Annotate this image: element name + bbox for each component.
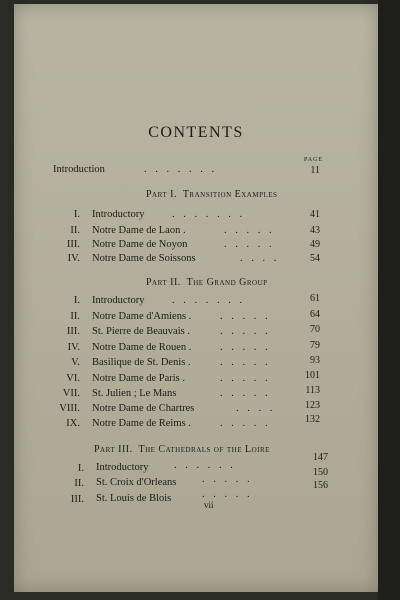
page-number: 101	[305, 370, 320, 381]
leader-dots: . . . . .	[224, 239, 275, 250]
page-number: 41	[310, 209, 320, 220]
chapter-title: Notre Dame de Reims .	[92, 418, 191, 429]
chapter-title: Notre Dame d'Amiens .	[92, 311, 192, 322]
chapter-number: I.	[73, 209, 80, 220]
chapter-number: I.	[73, 295, 80, 306]
chapter-title: St. Croix d'Orleans	[96, 477, 177, 488]
chapter-title: Introductory	[92, 295, 145, 306]
chapter-number: III.	[70, 494, 84, 505]
chapter-number: V.	[71, 357, 80, 368]
leader-dots: . . . . .	[224, 225, 275, 236]
leader-dots: . . . .	[240, 253, 280, 264]
chapter-title: St. Pierre de Beauvais .	[92, 326, 190, 337]
chapter-title: Notre Dame de Noyon	[92, 239, 188, 250]
chapter-number: VI.	[66, 373, 80, 384]
chapter-title: Introductory	[96, 462, 149, 473]
chapter-number: II.	[70, 311, 80, 322]
page-number: 64	[310, 309, 320, 320]
part-heading-2	[146, 277, 268, 288]
leader-dots: . . . . .	[220, 311, 271, 322]
page-number: 93	[310, 355, 320, 366]
part-heading-1	[146, 189, 277, 200]
book-spine-shadow	[378, 0, 400, 600]
leader-dots: . . . .	[236, 403, 276, 414]
chapter-number: VIII.	[59, 403, 80, 414]
page-number: 70	[310, 324, 320, 335]
leader-dots: . . . . . . .	[172, 295, 246, 306]
chapter-number: VII.	[62, 388, 80, 399]
leader-dots: . . . . . . .	[172, 209, 246, 220]
page-number: 54	[310, 253, 320, 264]
part-number: Part II.	[146, 277, 181, 288]
chapter-number: IV.	[67, 253, 80, 264]
leader-dots: . . . . .	[202, 474, 253, 485]
part-heading-3	[94, 444, 270, 455]
toc-entry-page: 11	[310, 165, 320, 176]
toc-entry-label: Introduction	[53, 164, 105, 175]
part-subtitle: The Cathedrals of the Loire	[138, 444, 270, 455]
leader-dots: . . . . .	[220, 357, 271, 368]
leader-dots: . . . . .	[220, 373, 271, 384]
chapter-title: St. Julien ; Le Mans	[92, 388, 177, 399]
page-column-header: PAGE	[304, 157, 324, 163]
leader-dots: . . . . .	[202, 489, 253, 500]
page-title: CONTENTS	[148, 124, 244, 141]
page-number: 150	[313, 467, 328, 478]
chapter-number: II.	[74, 478, 84, 489]
page-number: 49	[310, 239, 320, 250]
leader-dots: . . . . . . .	[144, 164, 218, 175]
chapter-number: IV.	[67, 342, 80, 353]
leader-dots: . . . . .	[220, 388, 271, 399]
chapter-number: II.	[70, 225, 80, 236]
chapter-title: Notre Dame de Soissons	[92, 253, 196, 264]
page-number: 79	[310, 340, 320, 351]
chapter-title: Notre Dame de Paris .	[92, 373, 186, 384]
page-number: 147	[313, 452, 328, 463]
chapter-number: III.	[66, 239, 80, 250]
chapter-title: Basilique de St. Denis .	[92, 357, 191, 368]
part-number: Part I.	[146, 189, 177, 200]
page-number: 43	[310, 225, 320, 236]
chapter-title: Notre Dame de Chartres	[92, 403, 195, 414]
page-number: 156	[313, 480, 328, 491]
book-page	[14, 4, 378, 592]
chapter-title: Notre Dame de Laon .	[92, 225, 186, 236]
chapter-title: Introductory	[92, 209, 145, 220]
part-number: Part III.	[94, 444, 133, 455]
chapter-number: I.	[77, 463, 84, 474]
page-number: 61	[310, 293, 320, 304]
leader-dots: . . . . .	[220, 418, 271, 429]
page-number: 132	[305, 414, 320, 425]
leader-dots: . . . . . .	[174, 460, 236, 471]
leader-dots: . . . . .	[220, 342, 271, 353]
page-number: 113	[305, 385, 320, 396]
chapter-number: III.	[66, 326, 80, 337]
part-subtitle: Transition Examples	[182, 189, 278, 200]
folio-number: vii	[204, 500, 214, 510]
leader-dots: . . . . .	[220, 326, 271, 337]
chapter-number: IX.	[66, 418, 80, 429]
chapter-title: St. Louis de Blois	[96, 493, 172, 504]
part-subtitle: The Grand Group	[186, 277, 268, 288]
page-number: 123	[305, 400, 320, 411]
chapter-title: Notre Dame de Rouen .	[92, 342, 192, 353]
